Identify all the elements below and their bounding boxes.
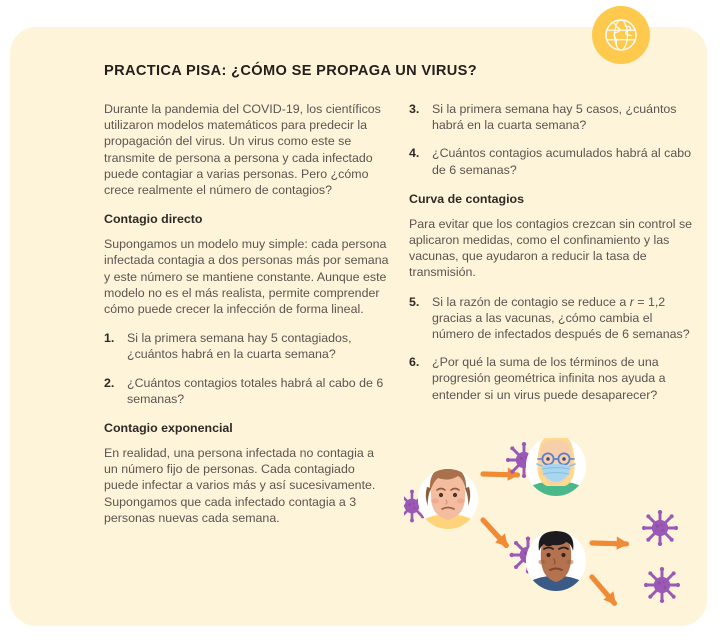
arrow-icon (483, 459, 520, 490)
list-item (104, 375, 390, 407)
list-item (104, 330, 390, 362)
question-list-direct (104, 330, 390, 407)
page-title: PRACTICA PISA: ¿CÓMO SE PROPAGA UN VIRUS? (104, 63, 477, 79)
list-item-text: ¿Cuántos contagios totales habrá al cabo de 6 semanas? (127, 375, 384, 406)
virus-contagion-diagram (404, 438, 704, 623)
list-item-number: 2. (104, 375, 115, 390)
heading-curva-de-contagios: Curva de contagios (409, 191, 524, 206)
variable-r: r (629, 294, 634, 309)
arrow-icon (586, 577, 622, 605)
question-list-curve (409, 294, 695, 403)
list-item (409, 354, 695, 403)
list-item-number: 5. (409, 294, 420, 309)
arrow-icon (477, 520, 513, 547)
paragraph-contagio-directo: Supongamos un modelo muy simple: cada persona infectada contagia a dos personas más por semana y este número se mantiene constante. Aunque este modelo no es el más realista, permite comprender cómo puede crecer la infección de forma lineal. (104, 237, 389, 317)
list-item-number: 6. (409, 355, 420, 370)
virus-icon (644, 567, 680, 603)
paragraph-curva-de-contagios: Para evitar que los contagios crezcan sin control se aplicaron medidas, como el confinamiento y las vacunas, que ayudaron a reducir la tasa de transmisión. (409, 216, 693, 280)
intro-paragraph: Durante la pandemia del COVID-19, los científicos utilizaron modelos matemáticos para predecir la propagación del virus. Un virus como este se transmite de persona a persona y cada infectado puede contagiar a varias personas. Pero ¿cómo crece realmente el número de contagios? (104, 102, 381, 198)
list-item-text: ¿Por qué la suma de los términos de una progresión geométrica infinita nos ayuda a entender si un virus puede desaparecer? (432, 355, 666, 402)
list-item (409, 145, 695, 177)
list-item-number: 1. (104, 331, 115, 346)
list-item (409, 101, 695, 133)
list-item-number: 4. (409, 146, 420, 161)
list-item-text: Si la primera semana hay 5 casos, ¿cuántos habrá en la cuarta semana? (432, 102, 677, 133)
question-list-exponential (409, 101, 695, 178)
list-item-number: 3. (409, 102, 420, 116)
avatar-boy (526, 531, 586, 591)
list-item (409, 294, 695, 343)
virus-icon (642, 510, 678, 546)
right-column (409, 101, 695, 416)
paragraph-contagio-exponencial: En realidad, una persona infectada no contagia a un número fijo de personas. Cada contagiado puede infectar a varios más y así sucesivamente. Supongamos que cada infectado contagia a 3 personas nuevas cada semana. (104, 446, 376, 525)
avatar-woman-sick (418, 463, 478, 529)
left-column (104, 101, 390, 539)
list-item-text: ¿Cuántos contagios acumulados habrá al cabo de 6 semanas? (432, 146, 691, 177)
arrow-icon (592, 528, 629, 559)
heading-contagio-directo: Contagio directo (104, 212, 203, 227)
list-item-text: Si la primera semana hay 5 contagiados, ¿cuántos habrá en la cuarta semana? (127, 331, 352, 362)
list-item-text: Si la razón de contagio se reduce a r = 1,2 gracias a las vacunas, ¿cómo cambia el número de infectados después de 6 semanas? (432, 294, 690, 342)
heading-contagio-exponencial: Contagio exponencial (104, 421, 233, 436)
avatar-woman-mask (526, 438, 586, 496)
